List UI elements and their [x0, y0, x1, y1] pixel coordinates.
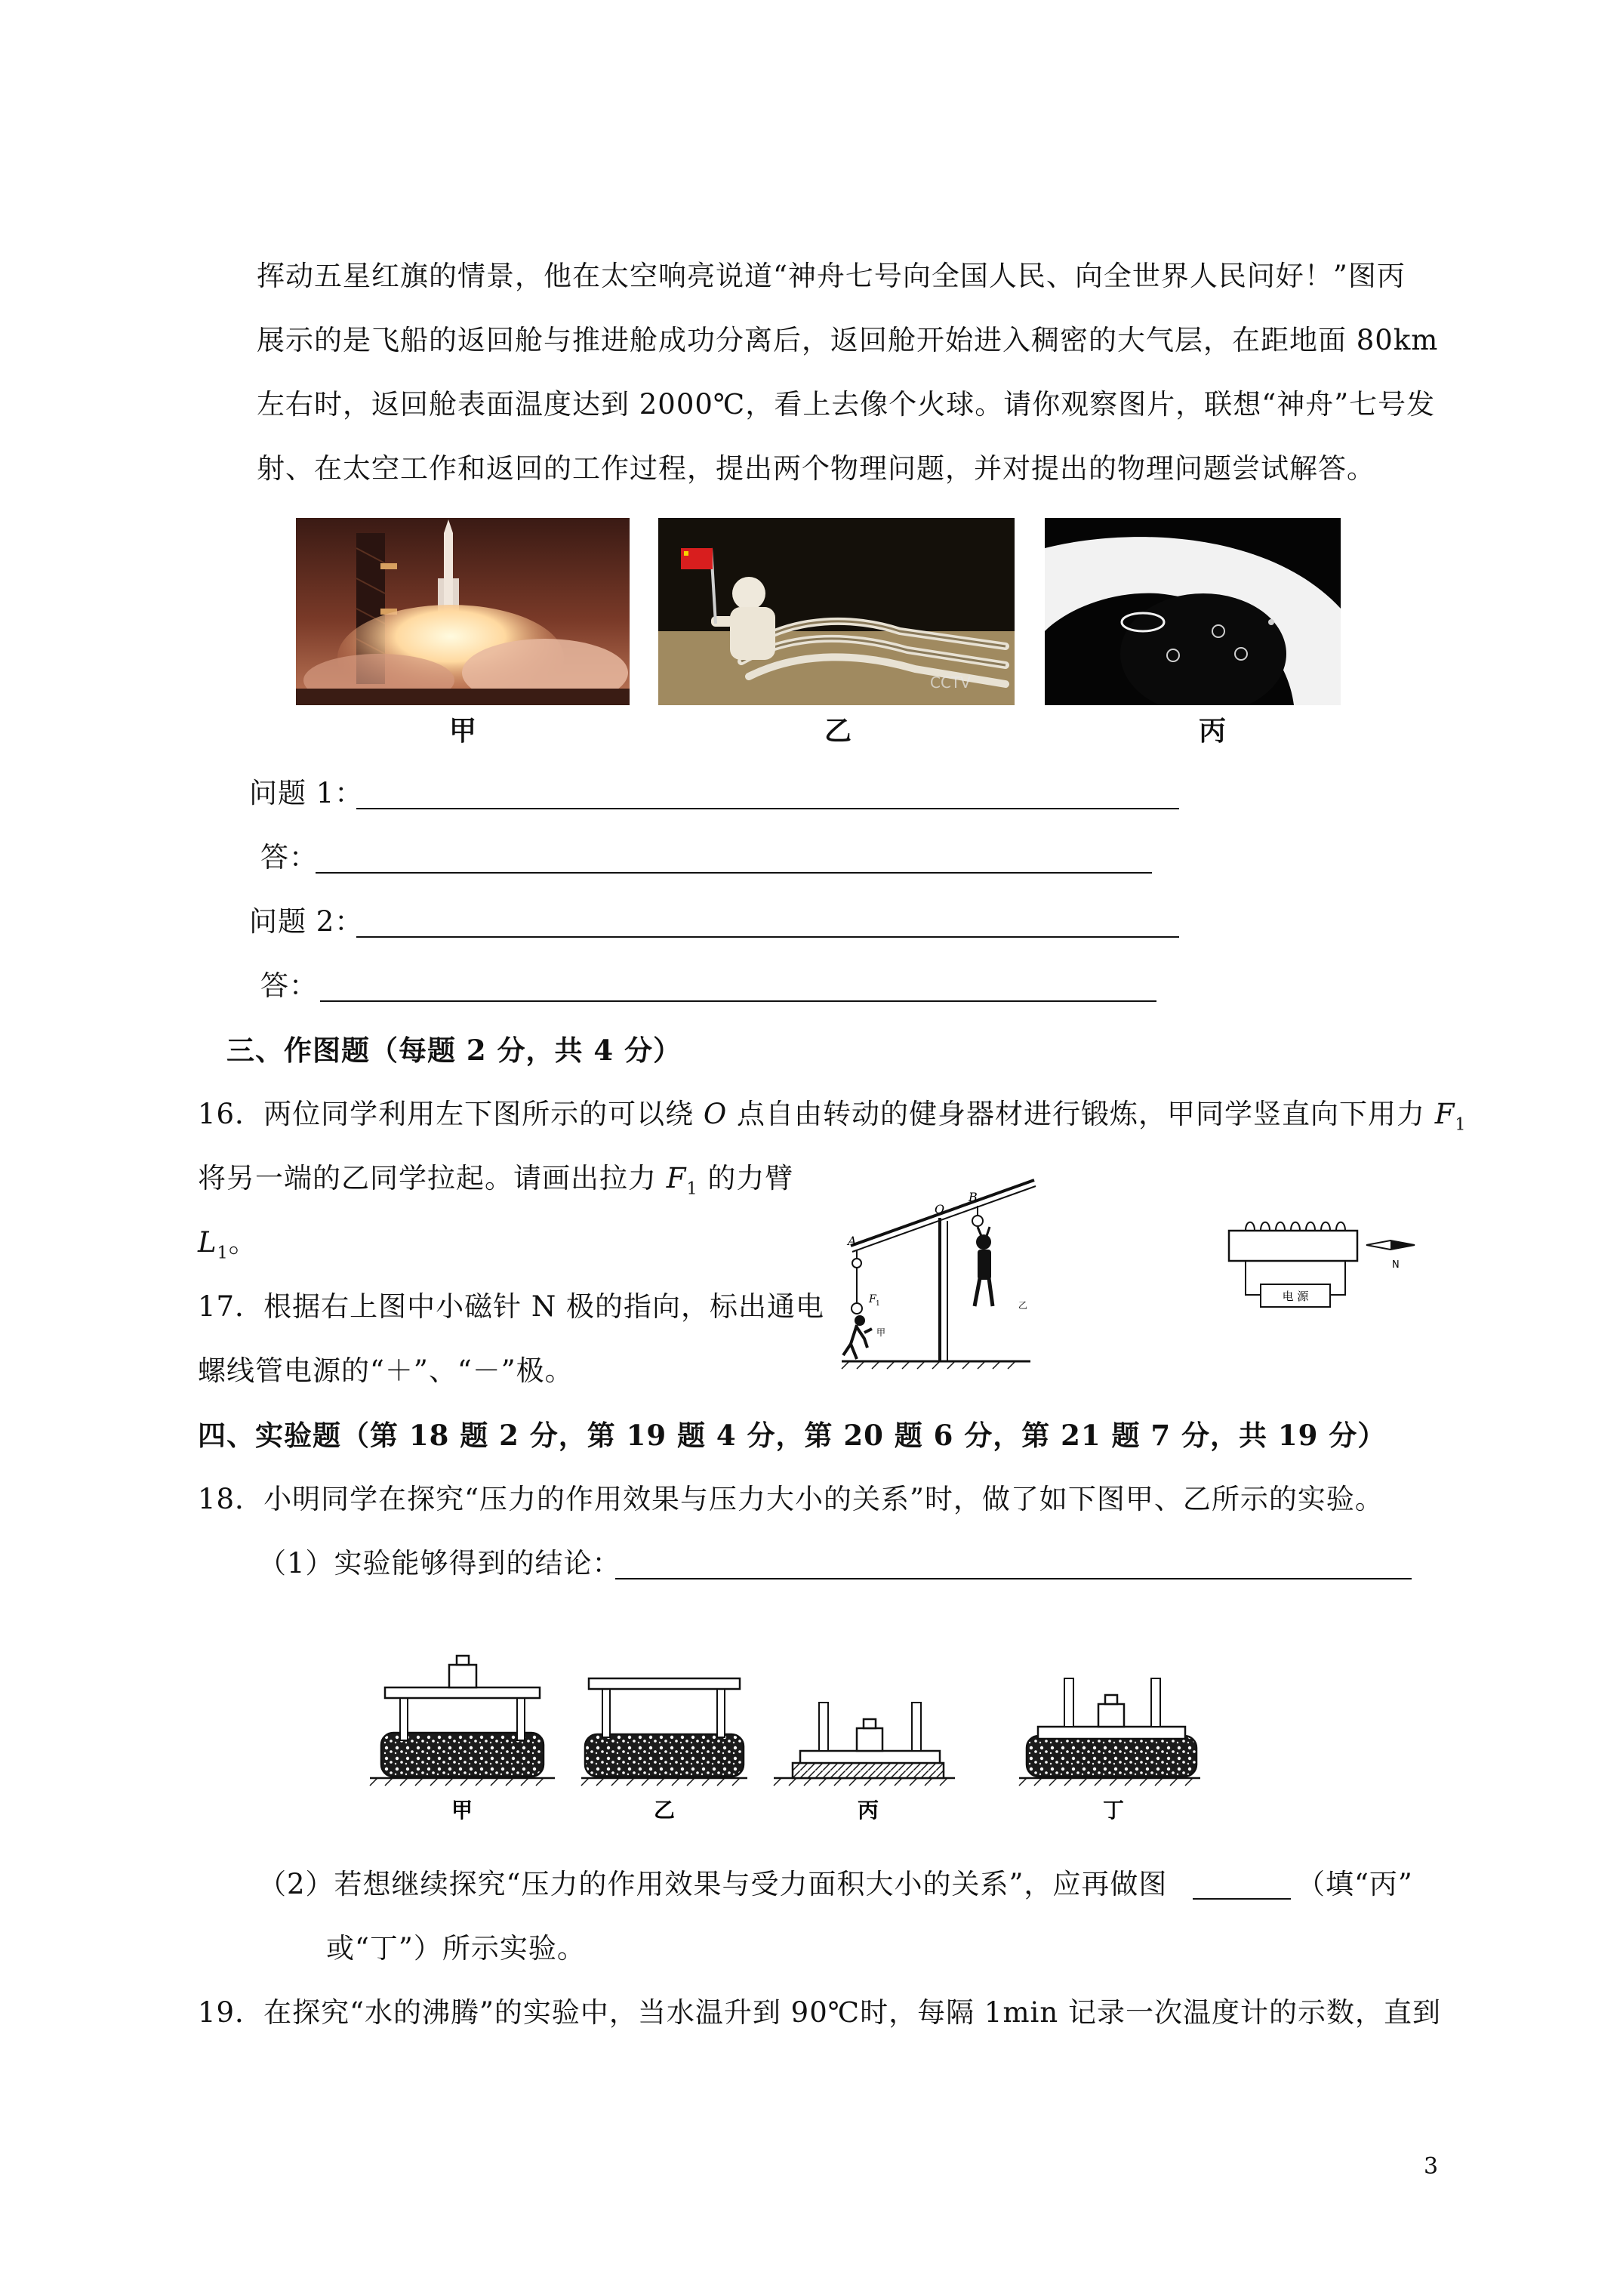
power-source-label: 电 源 [1282, 1290, 1309, 1303]
exp-label-ding: 丁 [1102, 1798, 1125, 1823]
answer-1-label: 答： [260, 841, 318, 874]
svg-text:CCTV: CCTV [930, 673, 971, 692]
question-1-label: 问题 1： [249, 777, 364, 809]
label-f1: F [869, 1293, 876, 1305]
answer-2-label: 答： [260, 969, 318, 1002]
caption-jia: 甲 [448, 715, 476, 747]
caption-bing: 丙 [1198, 715, 1226, 747]
lever-diagram [834, 1174, 1121, 1370]
q18-sub-1: （1）实验能够得到的结论： [258, 1547, 621, 1579]
label-b: B [969, 1190, 978, 1204]
section-4-heading: 四、实验题（第 18 题 2 分，第 19 题 4 分，第 20 题 6 分，第 21 题 7 分，共 19 分） [198, 1419, 1387, 1452]
q16-line-1: 16．两位同学利用左下图所示的可以绕 O 点自由转动的健身器材进行锻炼，甲同学竖直向下用力 $F_1$ [198, 1098, 1467, 1135]
q17-line-1: 17．根据右上图中小磁针 N 极的指向，标出通电 [198, 1290, 824, 1323]
question-2-label: 问题 2： [249, 905, 364, 938]
question-2-blank[interactable] [356, 936, 1179, 938]
label-o: O [935, 1202, 945, 1216]
exp-label-yi: 乙 [653, 1798, 676, 1823]
q18-sub-2-part-2: （填“丙” [1297, 1868, 1413, 1900]
solenoid-diagram [1223, 1212, 1427, 1318]
photo-rocket-launch [296, 518, 630, 705]
intro-line-1: 挥动五星红旗的情景，他在太空响亮说道“神舟七号向全国人民、向全世界人民问好！”图丙 [257, 260, 1406, 292]
q18-sub-2-part-3: 或“丁”）所示实验。 [326, 1932, 586, 1965]
pressure-experiment-figure [362, 1650, 1215, 1823]
label-a: A [848, 1234, 857, 1248]
q18-line-1: 18．小明同学在探究“压力的作用效果与压力大小的关系”时，做了如下图甲、乙所示的实验。 [198, 1483, 1384, 1515]
answer-1-blank[interactable] [316, 872, 1152, 874]
label-jia: 甲 [876, 1327, 886, 1338]
exp-label-bing: 丙 [857, 1798, 879, 1823]
answer-2-blank[interactable] [320, 1000, 1156, 1002]
photo-astronaut-spacewalk [658, 518, 1015, 705]
q17-line-2: 螺线管电源的“＋”、“－”极。 [198, 1354, 574, 1387]
question-1-blank[interactable] [356, 808, 1179, 809]
section-3-heading: 三、作图题（每题 2 分，共 4 分） [226, 1034, 682, 1067]
label-f1-sub: 1 [876, 1300, 880, 1308]
q16-line-3: $L_1$。 [198, 1226, 257, 1263]
photo-return-capsule [1045, 518, 1341, 705]
q18-sub-2-part-1: （2）若想继续探究“压力的作用效果与受力面积大小的关系”，应再做图 [258, 1868, 1168, 1900]
q18-conclusion-blank[interactable] [615, 1578, 1412, 1579]
page-number: 3 [1424, 2153, 1439, 2180]
q16-line-2: 将另一端的乙同学拉起。请画出拉力 $F_1$ 的力臂 [198, 1162, 794, 1199]
label-yi: 乙 [1018, 1300, 1028, 1311]
q18-figure-choice-blank[interactable] [1193, 1898, 1291, 1900]
intro-line-2: 展示的是飞船的返回舱与推进舱成功分离后，返回舱开始进入稠密的大气层，在距地面 80km [257, 324, 1439, 356]
caption-yi: 乙 [824, 715, 852, 747]
exp-label-jia: 甲 [451, 1798, 473, 1823]
intro-line-4: 射、在太空工作和返回的工作过程，提出两个物理问题，并对提出的物理问题尝试解答。 [257, 452, 1375, 485]
q19-line-1: 19．在探究“水的沸腾”的实验中，当水温升到 90℃时，每隔 1min 记录一次温度计的示数，直到 [198, 1996, 1441, 2029]
intro-line-3: 左右时，返回舱表面温度达到 2000℃，看上去像个火球。请你观察图片，联想“神舟”七号发 [257, 388, 1436, 421]
needle-n-label: N [1392, 1259, 1400, 1271]
